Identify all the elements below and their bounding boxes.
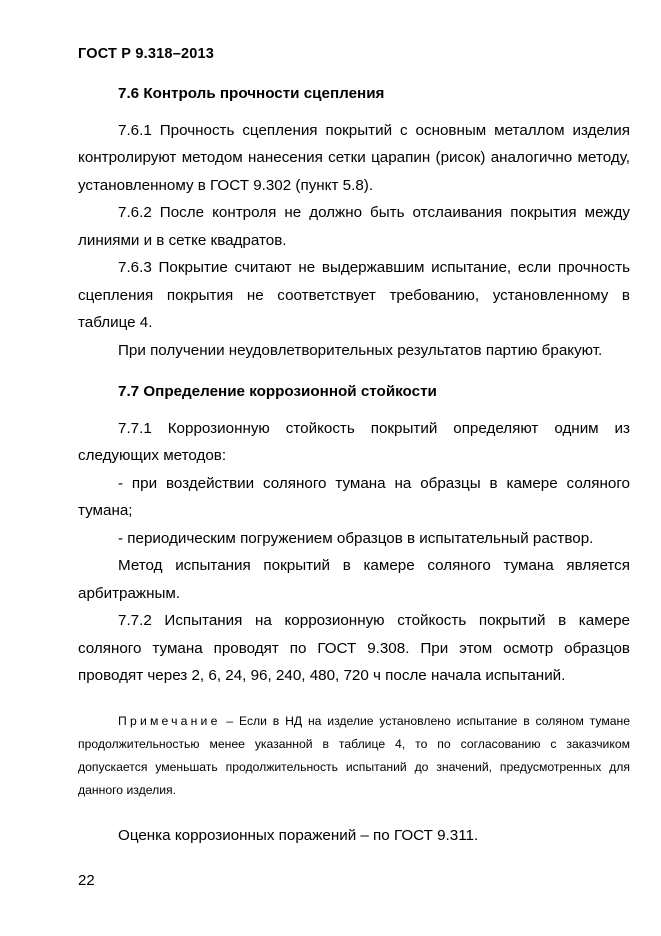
- paragraph-corrosion-evaluation: Оценка коррозионных поражений – по ГОСТ 9.311.: [118, 826, 479, 844]
- paragraph-7-7-2: 7.7.2 Испытания на коррозионную стойкость покрытий в камере соляного тумана проводят по ГОСТ 9.308. При этом осмотр образцов проводят через 2, 6, 24, 96, 240, 480, 720 ч после начала испытаний.: [78, 612, 630, 684]
- paragraph-7-6-3: 7.6.3 Покрытие считают не выдержавшим испытание, если прочность сцепления покрытия не соответствует требованию, установленному в таблице 4.: [78, 259, 630, 331]
- page-content: [78, 80, 630, 849]
- paragraph-7-6-2: 7.6.2 После контроля не должно быть отслаивания покрытия между линиями и в сетке квадратов.: [78, 204, 630, 249]
- paragraph-7-7-1: 7.7.1 Коррозионную стойкость покрытий определяют одним из следующих методов:: [78, 419, 630, 464]
- list-item-immersion: - периодическим погружением образцов в испытательный раствор.: [118, 529, 594, 547]
- page-number: 22: [78, 872, 95, 889]
- paragraph-7-6-1: 7.6.1 Прочность сцепления покрытий с основным металлом изделия контролируют методом нанесения сетки царапин (рисок) аналогично методу, установленному в ГОСТ 9.302 (пункт 5.8).: [78, 121, 630, 194]
- note-text: – Если в НД на изделие установлено испытание в соляном тумане продолжительностью менее указанной в таблице 4, то по согласованию с заказчиком допускается уменьшать продолжительность испытаний до значений, предусмотренных для данного изделия.: [78, 713, 630, 797]
- section-heading-7-6: 7.6 Контроль прочности сцепления: [118, 85, 385, 102]
- paragraph-arbitration-method: Метод испытания покрытий в камере соляного тумана является арбитражным.: [78, 557, 630, 602]
- list-item-salt-fog: - при воздействии соляного тумана на образцы в камере соляного тумана;: [78, 474, 630, 519]
- note-paragraph: [78, 710, 630, 802]
- paragraph-reject-batch: При получении неудовлетворительных результатов партию бракуют.: [118, 341, 603, 359]
- section-heading-7-7: 7.7 Определение коррозионной стойкости: [118, 383, 437, 400]
- document-header: ГОСТ Р 9.318–2013: [78, 46, 215, 62]
- note-label: Примечание: [118, 713, 221, 728]
